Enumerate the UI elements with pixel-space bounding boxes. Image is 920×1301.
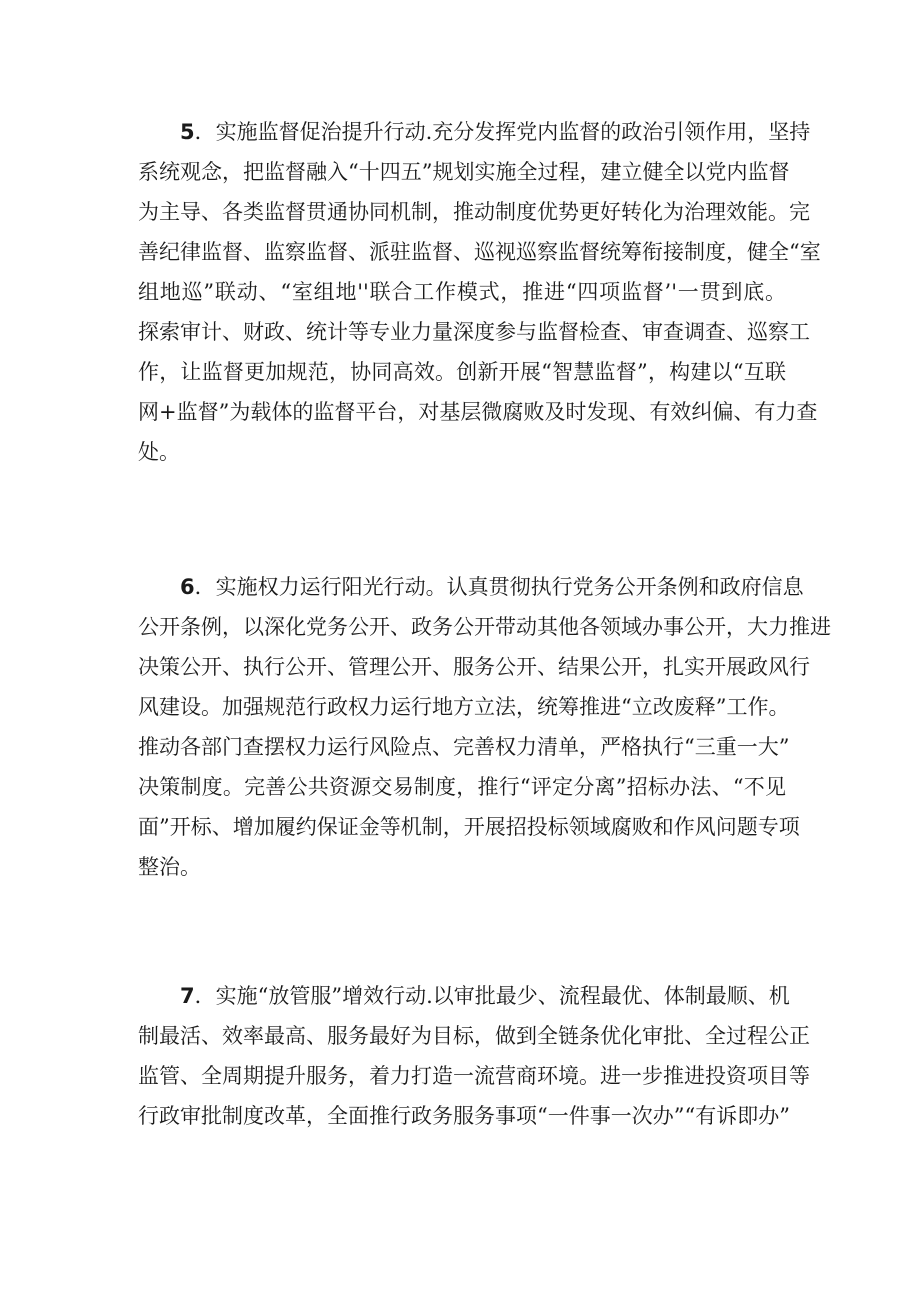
paragraph-line: 网+监督”为载体的监督平台，对基层微腐败及时发现、有效纠偏、有力查: [138, 400, 818, 424]
paragraph-line: 整治。: [138, 855, 201, 879]
paragraph-line: 探索审计、财政、统计等专业力量深度参与监督检查、审查调查、巡察工: [138, 320, 810, 344]
paragraph-line: 制最活、效率最高、服务最好为目标，做到全链条优化审批、全过程公正: [138, 1024, 810, 1048]
paragraph-6: [138, 567, 831, 887]
paragraph-line: 为主导、各类监督贯通协同机制，推动制度优势更好转化为治理效能。完: [138, 200, 810, 224]
paragraph-line: 善纪律监督、监察监督、派驻监督、巡视巡察监督统筹衔接制度，健全“室: [138, 240, 821, 264]
paragraph-7: [138, 976, 810, 1136]
paragraph-line: 风建设。加强规范行政权力运行地方立法，统筹推进“立改废释”工作。: [138, 695, 790, 719]
paragraph-line: 组地巡”联动、“室组地''联合工作模式，推进“四项监督’'一贯到底。: [138, 280, 786, 304]
paragraph-line: 决策公开、执行公开、管理公开、服务公开、结果公开，扎实开展政风行: [138, 655, 810, 679]
paragraph-line: 系统观念，把监督融入“十四五”规划实施全过程，建立健全以党内监督: [138, 160, 790, 184]
paragraph-number: 5: [180, 120, 195, 144]
paragraph-line: 7．实施“放管服”增效行动.以审批最少、流程最优、体制最顺、机: [180, 984, 790, 1008]
paragraph-5: [138, 112, 821, 472]
paragraph-line: 面”开标、增加履约保证金等机制，开展招投标领域腐败和作风问题专项: [138, 815, 800, 839]
paragraph-line: 5．实施监督促治提升行动.充分发挥党内监督的政治引领作用，坚持: [180, 120, 811, 144]
paragraph-line: 推动各部门查摆权力运行风险点、完善权力清单，严格执行“三重一大”: [138, 735, 790, 759]
paragraph-line: 作，让监督更加规范，协同高效。创新开展“智慧监督”，构建以“互联: [138, 360, 786, 384]
paragraph-line: 6．实施权力运行阳光行动。认真贯彻执行党务公开条例和政府信息: [180, 575, 804, 599]
paragraph-line: 处。: [138, 440, 180, 464]
paragraph-number: 7: [180, 984, 195, 1008]
paragraph-line: 公开条例，以深化党务公开、政务公开带动其他各领域办事公开，大力推进: [138, 615, 831, 639]
paragraph-line: 监管、全周期提升服务，着力打造一流营商环境。进一步推进投资项目等: [138, 1064, 810, 1088]
paragraph-line: 行政审批制度改革，全面推行政务服务事项“一件事一次办”“有诉即办”: [138, 1104, 790, 1128]
paragraph-number: 6: [180, 575, 195, 599]
paragraph-line: 决策制度。完善公共资源交易制度，推行“评定分离”招标办法、“不见: [138, 775, 786, 799]
